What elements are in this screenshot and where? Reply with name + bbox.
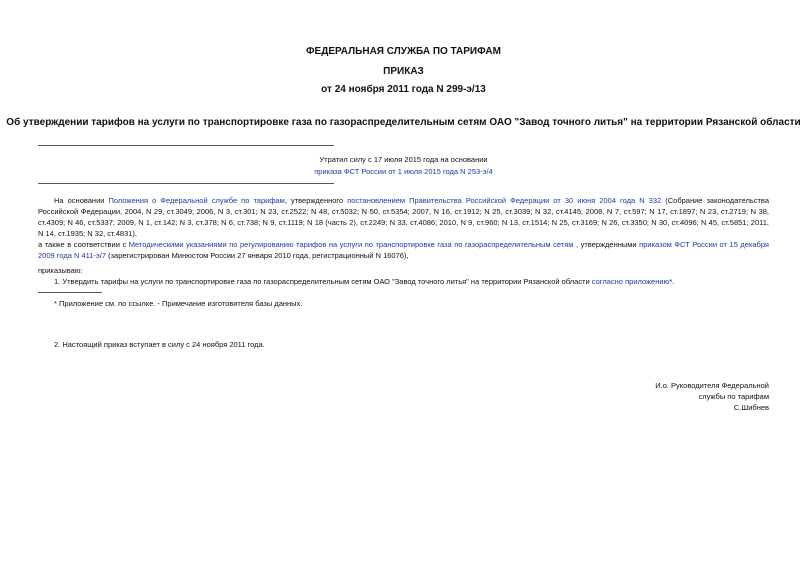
divider-top bbox=[38, 145, 334, 146]
regulation-link[interactable]: Положения о Федеральной службе по тарифам bbox=[108, 196, 285, 205]
footnote: * Приложение см. по ссылке. - Примечание изготовителя базы данных. bbox=[54, 299, 303, 308]
preamble bbox=[38, 195, 769, 261]
repeal-order-link[interactable]: приказа ФСТ России от 1 июля 2015 года N 253-э/4 bbox=[314, 167, 493, 176]
signature-name: С.Шибнев bbox=[733, 403, 769, 412]
repeal-notice-line2 bbox=[0, 167, 807, 176]
divider-bottom bbox=[38, 183, 334, 184]
fst-order-link[interactable]: приказом ФСТ России от 15 декабря 2009 года N 411-э/7 bbox=[38, 240, 769, 260]
guidelines-link[interactable]: Методическими указаниями по регулированию тарифов на услуги по транспортировке газа по газораспределительным сетям bbox=[128, 240, 574, 249]
doc-date-number: от 24 ноября 2011 года N 299-э/13 bbox=[321, 84, 486, 95]
appendix-link[interactable]: согласно приложению bbox=[591, 277, 670, 286]
footnote-divider bbox=[38, 292, 102, 293]
signature-block bbox=[655, 380, 769, 413]
preamble-paragraph-2: а также в соответствии с Методическими указаниями по регулированию тарифов на услуги по транспортировке газа по газораспределительным сетям , утвержденными приказом ФСТ России от 15 декабря 2009 года N 411-э/7 (зарегистрирован Минюстом России 27 января 2010 года, регистрационный N 16076), bbox=[38, 240, 769, 260]
order-item-1: 1. Утвердить тарифы на услуги по транспортировке газа по газораспределительным сетям ОАО "Завод точного литья" на территории Рязанской области согласно приложению*. bbox=[54, 277, 675, 286]
doc-title: Об утверждении тарифов на услуги по транспортировке газа по газораспределительным сетям ОАО "Завод точного литья" на территории Рязанской области bbox=[6, 117, 801, 128]
signature-position: И.о. Руководителя Федеральной bbox=[655, 381, 769, 390]
org-name: ФЕДЕРАЛЬНАЯ СЛУЖБА ПО ТАРИФАМ bbox=[306, 46, 501, 57]
signature-service: службы по тарифам bbox=[698, 392, 769, 401]
government-decree-link[interactable]: постановлением Правительства Российской Федерации от 30 июня 2004 года N 332 bbox=[347, 196, 662, 205]
doc-type: ПРИКАЗ bbox=[383, 66, 424, 77]
order-word: приказываю: bbox=[38, 266, 83, 275]
order-item-2: 2. Настоящий приказ вступает в силу с 24 ноября 2011 года. bbox=[54, 340, 265, 349]
repeal-notice: Утратил силу с 17 июля 2015 года на основании bbox=[319, 155, 488, 164]
preamble-paragraph-1: На основании Положения о Федеральной службе по тарифам, утвержденного постановлением Правительства Российской Федерации от 30 июня 2004 года N 332 (Собрание законодательства Российской Федерации, 2004, N 29, ст.3049; 2006, N 3, ст.301; N 23, ст.2522; N 48, ст.5032; N 50, ст.5354; 2007, N 16, ст.1912; N 25, ст.3039; N 32, ст.4145; 2008, N 7, ст.597; N 17, ст.1897; N 23, ст.2719; N 38, ст.4309; N 46, ст.5337; 2009, N 1, ст.142; N 3, ст.378; N 6, ст.738; N 9, ст.1119; N 18 (часть 2), ст.2249; N 33, ст.4086; 2010, N 9, ст.960; N 13, ст.1514; N 25, ст.3169; N 26, ст.3350; N 30, ст.4096; N 45, ст.5851; 2011, N 14, ст.1935; N 32, ст.4831), bbox=[38, 196, 769, 238]
